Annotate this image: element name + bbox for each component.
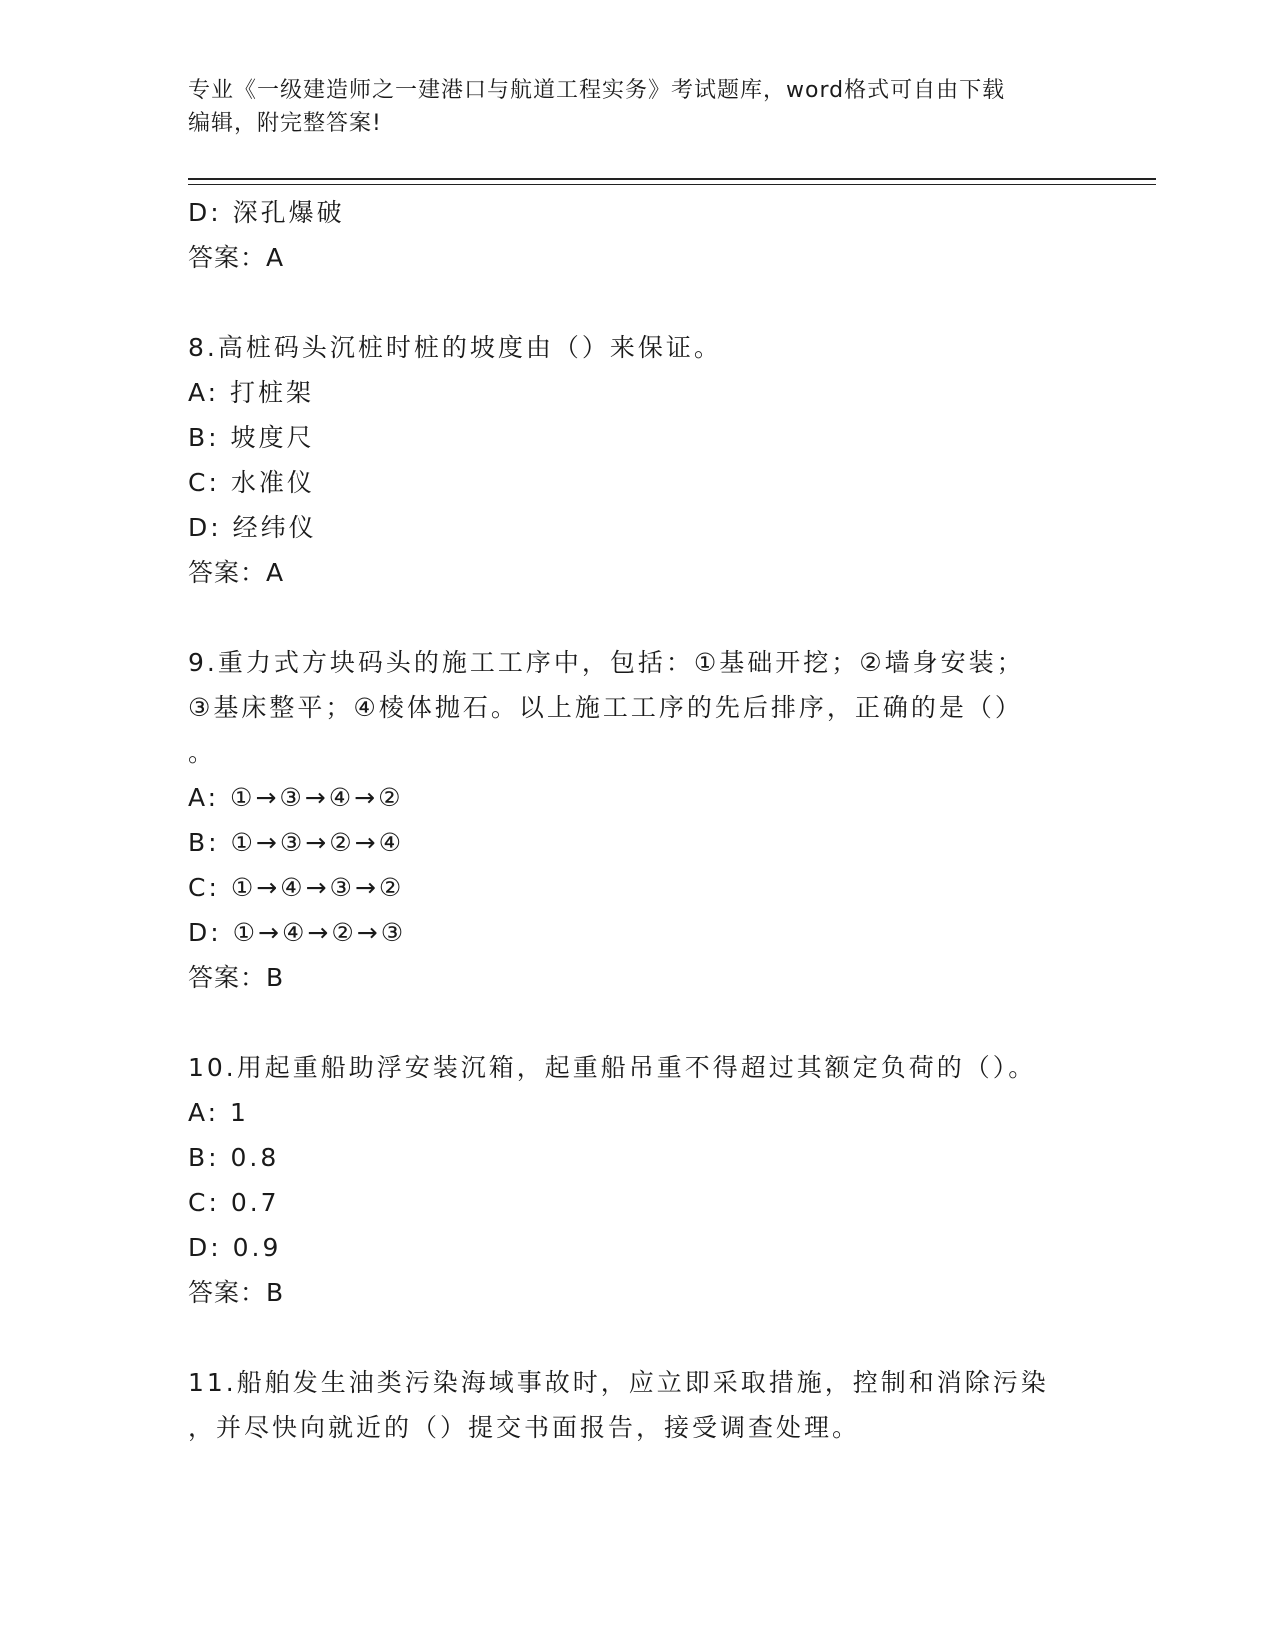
question-stem: 8.高桩码头沉桩时桩的坡度由（）来保证。 xyxy=(188,333,722,362)
spacer xyxy=(188,595,1108,640)
prev-answer: 答案：A xyxy=(188,243,285,272)
question-stem: 10.用起重船助浮安装沉箱，起重船吊重不得超过其额定负荷的（）。 xyxy=(188,1053,1037,1082)
answer: 答案：A xyxy=(188,558,285,587)
page-header xyxy=(188,74,1088,140)
header-divider xyxy=(188,178,1156,185)
option-a: A: ①→③→④→② xyxy=(188,783,404,812)
question-11 xyxy=(188,1360,1108,1450)
prev-option-d: D: 深孔爆破 xyxy=(188,198,345,227)
question-stem-line-1: 11.船舶发生油类污染海域事故时，应立即采取措施，控制和消除污染 xyxy=(188,1368,1049,1397)
question-stem-line-1: 9.重力式方块码头的施工工序中，包括：①基础开挖；②墙身安装； xyxy=(188,648,1025,677)
question-9 xyxy=(188,640,1108,1000)
option-d: D: ①→④→②→③ xyxy=(188,918,407,947)
spacer xyxy=(188,1000,1108,1045)
option-b: B: ①→③→②→④ xyxy=(188,828,405,857)
option-d: D: 0.9 xyxy=(188,1233,282,1262)
question-stem-line-2: ，并尽快向就近的（）提交书面报告，接受调查处理。 xyxy=(188,1413,861,1442)
option-b: B: 0.8 xyxy=(188,1143,280,1172)
option-a: A: 打桩架 xyxy=(188,378,315,407)
answer: 答案：B xyxy=(188,963,285,992)
question-stem-line-3: 。 xyxy=(188,738,217,767)
question-10 xyxy=(188,1045,1108,1315)
spacer xyxy=(188,1315,1108,1360)
question-8 xyxy=(188,325,1108,595)
question-content xyxy=(188,190,1108,1450)
spacer xyxy=(188,280,1108,325)
header-line-1: 专业《一级建造师之一建港口与航道工程实务》考试题库，word格式可自由下载 xyxy=(188,78,1006,103)
option-c: C: 0.7 xyxy=(188,1188,280,1217)
header-line-2: 编辑，附完整答案! xyxy=(188,111,382,136)
question-stem-line-2: ③基床整平；④棱体抛石。以上施工工序的先后排序，正确的是（） xyxy=(188,693,1023,722)
option-c: C: 水准仪 xyxy=(188,468,315,497)
option-a: A: 1 xyxy=(188,1098,249,1127)
answer: 答案：B xyxy=(188,1278,285,1307)
option-b: B: 坡度尺 xyxy=(188,423,315,452)
option-d: D: 经纬仪 xyxy=(188,513,317,542)
option-c: C: ①→④→③→② xyxy=(188,873,405,902)
